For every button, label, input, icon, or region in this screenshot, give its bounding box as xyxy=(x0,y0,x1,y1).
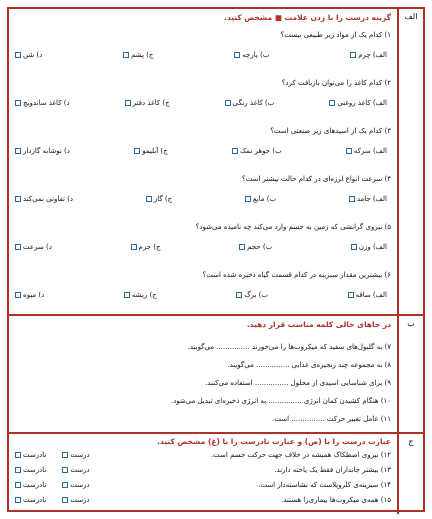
option-label: الف) ساقه xyxy=(355,291,387,299)
answer-option[interactable] xyxy=(146,195,172,203)
section-multiple-choice xyxy=(9,9,423,316)
fill-blank-item: ۱۰) هنگام کشیدن کمان انرژی ............... به انرژی ذخیره‌ای تبدیل می‌شود. xyxy=(170,397,391,405)
option-label: ب) برگ xyxy=(244,291,268,299)
true-false-options xyxy=(15,451,90,459)
false-option[interactable] xyxy=(15,481,46,489)
question-text: ۳) کدام یک از اسیدهای زیر صنعتی است؟ xyxy=(270,127,391,135)
true-option[interactable] xyxy=(62,496,89,504)
checkbox[interactable] xyxy=(124,292,130,298)
answer-option[interactable] xyxy=(346,147,387,155)
option-label: ج) ریشه xyxy=(131,291,157,299)
section-marker: الف xyxy=(397,9,423,314)
checkbox[interactable] xyxy=(346,148,352,154)
checkbox[interactable] xyxy=(232,148,238,154)
checkbox[interactable] xyxy=(62,497,68,503)
checkbox[interactable] xyxy=(146,196,152,202)
option-label: ب) حجم xyxy=(247,243,273,251)
option-label: درست xyxy=(70,496,90,504)
option-row xyxy=(15,147,387,155)
answer-option[interactable] xyxy=(15,51,42,59)
answer-option[interactable] xyxy=(123,51,153,59)
answer-option[interactable] xyxy=(15,291,44,299)
option-label: الف) چرم xyxy=(358,51,387,59)
section-instructions: در جاهای خالی کلمه مناسب قرار دهید. xyxy=(246,320,391,329)
option-label: ب) کاغذ رنگی xyxy=(232,99,275,107)
checkbox[interactable] xyxy=(234,52,240,58)
question-text: ۵) نیروی گرانشی که زمین به جسم وارد می‌کند چه نامیده می‌شود؟ xyxy=(195,223,391,231)
option-label: درست xyxy=(70,466,90,474)
checkbox[interactable] xyxy=(15,196,21,202)
section-marker: ج xyxy=(397,434,423,514)
answer-option[interactable] xyxy=(239,243,272,251)
fill-blank-item: ۸) به مجموعه چند زنجیره‌ی غذایی ............... می‌گویند. xyxy=(227,361,391,369)
answer-option[interactable] xyxy=(15,99,70,107)
true-false-item xyxy=(15,496,391,506)
true-option[interactable] xyxy=(62,451,89,459)
option-label: نادرست xyxy=(23,481,47,489)
answer-option[interactable] xyxy=(225,99,275,107)
option-label: ج) پشم xyxy=(131,51,154,59)
option-label: درست xyxy=(70,481,90,489)
checkbox[interactable] xyxy=(225,100,231,106)
false-option[interactable] xyxy=(15,451,46,459)
checkbox[interactable] xyxy=(350,52,356,58)
section-instructions: گزینه درست را با زدن علامت ■ مشخص کنید. xyxy=(224,13,391,22)
checkbox[interactable] xyxy=(123,52,129,58)
option-row xyxy=(15,243,387,251)
option-label: الف) جامد xyxy=(356,195,387,203)
option-label: د) سرعت xyxy=(23,243,52,251)
section-true-false xyxy=(9,434,423,514)
answer-option[interactable] xyxy=(15,243,52,251)
option-label: الف) کاغذ روغنی xyxy=(337,99,387,107)
statement-text: ۱۳) بیشتر جانداران فقط یک یاخته دارند. xyxy=(274,466,391,474)
checkbox[interactable] xyxy=(351,244,357,250)
option-label: د) نوشابه گازدار xyxy=(23,147,70,155)
checkbox[interactable] xyxy=(15,100,21,106)
statement-text: ۱۵) همه‌ی میکروب‌ها بیماری‌زا هستند. xyxy=(280,496,391,504)
question-text: ۱) کدام یک از مواد زیر طبیعی نیست؟ xyxy=(280,31,391,39)
option-label: نادرست xyxy=(23,451,47,459)
false-option[interactable] xyxy=(15,496,46,504)
option-label: الف) وزن xyxy=(358,243,387,251)
answer-option[interactable] xyxy=(329,99,387,107)
checkbox[interactable] xyxy=(15,467,21,473)
checkbox[interactable] xyxy=(245,196,251,202)
statement-text: ۱۲) نیروی اصطکاک همیشه در خلاف جهت حرکت جسم است. xyxy=(210,451,391,459)
question-text: ۲) کدام کاغذ را می‌توان بازیافت کرد؟ xyxy=(281,79,391,87)
checkbox[interactable] xyxy=(239,244,245,250)
option-row xyxy=(15,195,387,203)
answer-option[interactable] xyxy=(134,147,167,155)
true-false-item xyxy=(15,481,391,491)
checkbox[interactable] xyxy=(62,482,68,488)
option-label: د) کاغذ ساندویچ xyxy=(23,99,70,107)
fill-blank-item: ۹) برای شناسایی اسیدی از محلول ............... استفاده می‌کنند. xyxy=(205,379,391,387)
section-instructions: عبارت درست را با (ص) و عبارت نادرست را با (غ) مشخص کنید. xyxy=(157,437,391,446)
false-option[interactable] xyxy=(15,466,46,474)
true-false-item xyxy=(15,451,391,461)
worksheet xyxy=(7,7,425,512)
option-label: ب) مایع xyxy=(252,195,277,203)
checkbox[interactable] xyxy=(348,292,354,298)
option-label: ج) گاز xyxy=(153,195,173,203)
answer-option[interactable] xyxy=(236,291,268,299)
fill-blank-item: ۷) به گلبول‌های سفید که میکروب‌ها را می‌خورند ............... می‌گویند. xyxy=(187,343,391,351)
statement-text: ۱۴) سبزینه‌ی کلروپلاست که نشاسته‌دار است. xyxy=(258,481,391,489)
option-label: ج) آبلیمو xyxy=(142,147,168,155)
answer-option[interactable] xyxy=(15,147,70,155)
question-text: ۴) سرعت انواع لرزه‌ای در کدام حالت بیشتر است؟ xyxy=(241,175,391,183)
checkbox[interactable] xyxy=(62,467,68,473)
checkbox[interactable] xyxy=(134,148,140,154)
question-text: ۶) بیشترین مقدار سبزینه در کدام قسمت گیاه ذخیره شده است؟ xyxy=(202,271,391,279)
fill-blank-item: ۱۱) عامل تغییر حرکت ............... است. xyxy=(272,415,391,423)
checkbox[interactable] xyxy=(125,100,131,106)
true-false-item xyxy=(15,466,391,476)
checkbox[interactable] xyxy=(15,452,21,458)
section-fill-blank xyxy=(9,316,423,434)
option-label: درست xyxy=(70,451,90,459)
true-false-options xyxy=(15,496,90,504)
option-label: ب) جوهر نمک xyxy=(240,147,282,155)
true-false-options xyxy=(15,481,90,489)
checkbox[interactable] xyxy=(15,148,21,154)
checkbox[interactable] xyxy=(236,292,242,298)
answer-option[interactable] xyxy=(245,195,276,203)
checkbox[interactable] xyxy=(329,100,335,106)
answer-option[interactable] xyxy=(350,51,387,59)
option-label: د) میوه xyxy=(23,291,45,299)
option-label: نادرست xyxy=(23,466,47,474)
checkbox[interactable] xyxy=(131,244,137,250)
option-label: ج) جرم xyxy=(138,243,161,251)
checkbox[interactable] xyxy=(349,196,355,202)
option-row xyxy=(15,51,387,59)
option-label: ج) کاغذ دفتر xyxy=(132,99,170,107)
checkbox[interactable] xyxy=(15,52,21,58)
checkbox[interactable] xyxy=(62,452,68,458)
option-label: ب) پارچه xyxy=(242,51,270,59)
answer-option[interactable] xyxy=(15,195,73,203)
checkbox[interactable] xyxy=(15,482,21,488)
true-option[interactable] xyxy=(62,481,89,489)
checkbox[interactable] xyxy=(15,292,21,298)
answer-option[interactable] xyxy=(125,99,170,107)
answer-option[interactable] xyxy=(349,195,387,203)
option-label: د) شن xyxy=(23,51,43,59)
true-option[interactable] xyxy=(62,466,89,474)
answer-option[interactable] xyxy=(232,147,282,155)
option-label: د) تفاوتی نمی‌کند xyxy=(23,195,74,203)
answer-option[interactable] xyxy=(351,243,387,251)
answer-option[interactable] xyxy=(348,291,387,299)
answer-option[interactable] xyxy=(131,243,161,251)
answer-option[interactable] xyxy=(124,291,157,299)
true-false-options xyxy=(15,466,90,474)
option-row xyxy=(15,99,387,107)
option-row xyxy=(15,291,387,299)
option-label: نادرست xyxy=(23,496,47,504)
answer-option[interactable] xyxy=(234,51,269,59)
section-marker: ب xyxy=(397,316,423,432)
checkbox[interactable] xyxy=(15,244,21,250)
option-label: الف) سرکه xyxy=(353,147,387,155)
checkbox[interactable] xyxy=(15,497,21,503)
